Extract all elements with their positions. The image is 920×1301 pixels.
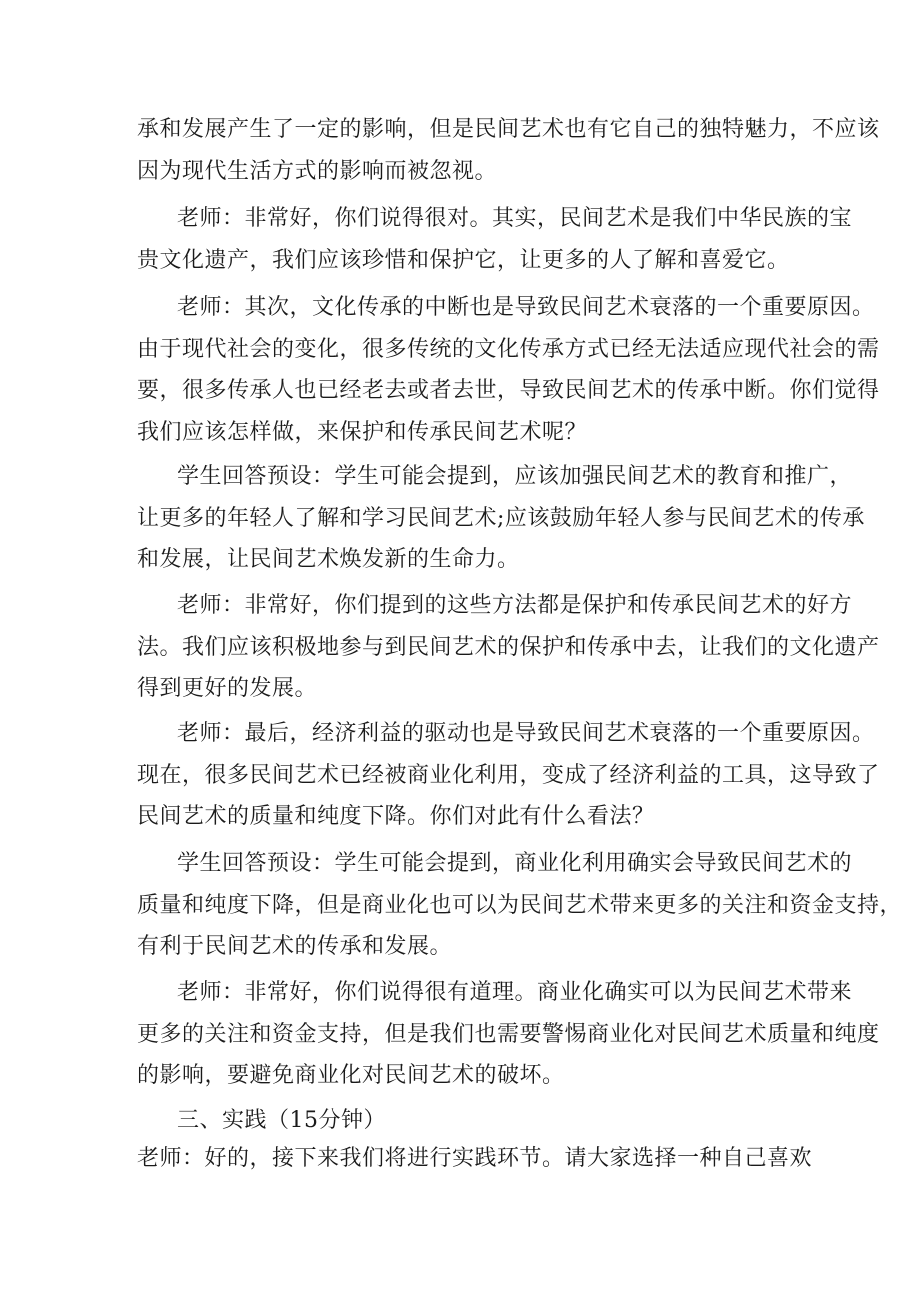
text-line: 得到更好的发展。 [137, 676, 318, 701]
text-line: 要，很多传承人也已经老去或者去世，导致民间艺术的传承中断。你们觉得 [137, 378, 880, 403]
text-line: 老师：非常好，你们提到的这些方法都是保护和传承民间艺术的好方 [177, 593, 853, 618]
section-heading-practice [137, 1100, 805, 1142]
paragraph-student-2 [137, 843, 903, 968]
paragraph-teacher-6 [137, 1138, 813, 1180]
text-line: 老师：最后，经济利益的驱动也是导致民间艺术衰落的一个重要原因。 [177, 721, 875, 746]
text-line: 法。我们应该积极地参与到民间艺术的保护和传承中去，让我们的文化遗产 [137, 634, 880, 660]
paragraph-teacher-4 [137, 713, 880, 838]
text-line: 我们应该怎样做，来保护和传承民间艺术呢？ [137, 419, 588, 445]
text-line: 贵文化遗产，我们应该珍惜和保护它，让更多的人了解和喜爱它。 [137, 247, 790, 273]
paragraph-teacher-3 [137, 585, 880, 710]
text-line: 承和发展产生了一定的影响，但是民间艺术也有它自己的独特魅力，不应该 [137, 117, 880, 142]
paragraph-teacher-2 [137, 287, 880, 453]
paragraph-teacher-1 [137, 198, 853, 281]
text-line: 老师：非常好，你们说得很有道理。商业化确实可以为民间艺术带来 [177, 980, 853, 1005]
text-line: 现在，很多民间艺术已经被商业化利用，变成了经济利益的工具，这导致了 [137, 762, 880, 788]
text-line: 学生回答预设：学生可能会提到，应该加强民间艺术的教育和推广， [177, 464, 853, 489]
text-line: 让更多的年轻人了解和学习民间艺术;应该鼓励年轻人参与民间艺术的传承 [137, 505, 865, 531]
paragraph-student-1 [137, 456, 865, 581]
text-line: 的影响，要避免商业化对民间艺术的破坏。 [137, 1063, 565, 1088]
text-line: 民间艺术的质量和纯度下降。你们对此有什么看法？ [137, 804, 655, 829]
text-line: 老师：其次，文化传承的中断也是导致民间艺术衰落的一个重要原因。 [177, 295, 875, 320]
text-line: 因为现代生活方式的影响而被忽视。 [137, 158, 498, 184]
paragraph-teacher-5 [137, 972, 880, 1097]
text-line: 质量和纯度下降，但是商业化也可以为民间艺术带来更多的关注和资金支持， [137, 892, 903, 918]
text-line: 学生回答预设：学生可能会提到，商业化利用确实会导致民间艺术的 [177, 851, 853, 876]
text-line: 更多的关注和资金支持，但是我们也需要警惕商业化对民间艺术质量和纯度 [137, 1021, 880, 1047]
text-line: 老师：非常好，你们说得很对。其实，民间艺术是我们中华民族的宝 [177, 206, 853, 231]
text-line: 和发展，让民间艺术焕发新的生命力。 [137, 547, 520, 572]
paragraph-continuation [137, 109, 880, 192]
text-line: 有利于民间艺术的传承和发展。 [137, 934, 453, 959]
text-line: 由于现代社会的变化，很多传统的文化传承方式已经无法适应现代社会的需 [137, 336, 880, 362]
text-line: 老师：好的，接下来我们将进行实践环节。请大家选择一种自己喜欢 [137, 1146, 813, 1171]
heading-text: 三、实践（15分钟） [177, 1108, 386, 1133]
